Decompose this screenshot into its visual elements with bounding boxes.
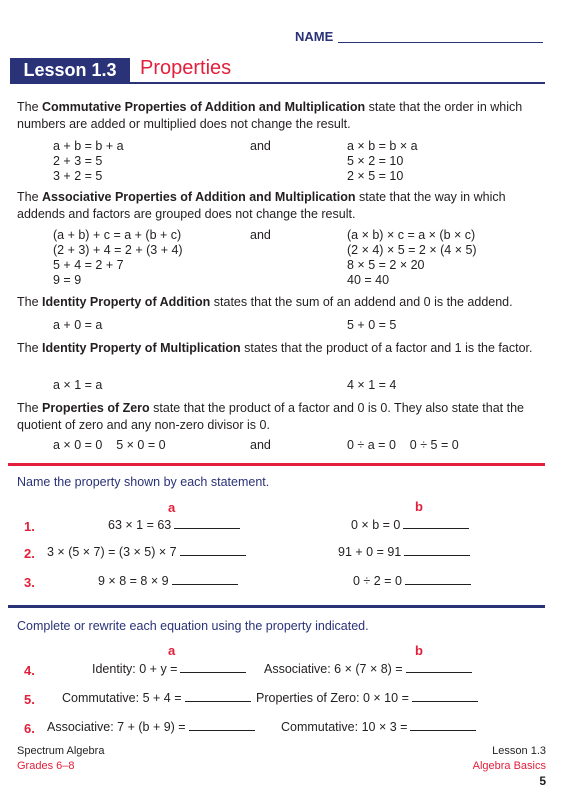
associative-right: (a × b) × c = a × (b × c) (2 × 4) × 5 = 2 × (4 × 5) 8 × 5 = 2 × 20 40 = 40 [347, 228, 477, 287]
commutative-left: a + b = b + a 2 + 3 = 5 3 + 2 = 5 [53, 139, 124, 183]
answer-blank[interactable] [189, 720, 255, 731]
exercise2-col-a: a [168, 643, 176, 658]
exercise2-row6-a: Associative: 7 + (b + 9) = [47, 720, 255, 735]
exercise1-row-number: 2. [24, 546, 35, 561]
exercise2-row-number: 6. [24, 721, 35, 736]
commutative-and: and [250, 139, 271, 153]
exercise1-col-b: b [415, 499, 423, 514]
footer-lesson: Lesson 1.3 [492, 745, 546, 757]
exercise1-row2-b: 91 + 0 = 91 [338, 545, 470, 560]
commutative-right: a × b = b × a 5 × 2 = 10 2 × 5 = 10 [347, 139, 418, 183]
answer-blank[interactable] [404, 545, 470, 556]
identity-multiplication-term: Identity Property of Multiplication [42, 341, 241, 355]
answer-blank[interactable] [412, 691, 478, 702]
answer-blank[interactable] [180, 545, 246, 556]
exercise2-row-number: 4. [24, 663, 35, 678]
zero-and: and [250, 438, 271, 452]
zero-right: 0 ÷ a = 0 0 ÷ 5 = 0 [347, 438, 459, 452]
associative-left: (a + b) + c = a + (b + c) (2 + 3) + 4 = 2 + (3 + 4) 5 + 4 = 2 + 7 9 = 9 [53, 228, 183, 287]
answer-blank[interactable] [406, 662, 472, 673]
answer-blank[interactable] [403, 518, 469, 529]
exercise1-instruction: Name the property shown by each statement. [17, 475, 270, 489]
exercise1-col-a: a [168, 500, 176, 515]
exercise1-row1-a: 63 × 1 = 63 [108, 518, 240, 533]
associative-and: and [250, 228, 271, 242]
identity-addition-intro: The Identity Property of Addition states that the sum of an addend and 0 is the addend. [17, 295, 513, 309]
associative-term: Associative Properties of Addition and Multiplication [42, 190, 356, 204]
answer-blank[interactable] [185, 691, 251, 702]
exercise1-row3-a: 9 × 8 = 8 × 9 [98, 574, 238, 589]
exercise1-row3-b: 0 ÷ 2 = 0 [353, 574, 471, 589]
identity-multiplication-left: a × 1 = a [53, 378, 103, 392]
exercise2-row4-a: Identity: 0 + y = [92, 662, 246, 677]
answer-blank[interactable] [405, 574, 471, 585]
exercise1-row1-b: 0 × b = 0 [351, 518, 469, 533]
identity-multiplication-intro: The Identity Property of Multiplication states that the product of a factor and 1 is the factor. [17, 341, 533, 355]
identity-addition-right: 5 + 0 = 5 [347, 318, 397, 332]
zero-term: Properties of Zero [42, 401, 150, 415]
exercise2-row4-b: Associative: 6 × (7 × 8) = [264, 662, 472, 677]
section-divider-blue [8, 605, 545, 608]
exercise2-instruction: Complete or rewrite each equation using the property indicated. [17, 619, 369, 633]
commutative-intro: The Commutative Properties of Addition and Multiplication state that the order in which numbers are added or multiplied does not change the result. [17, 100, 523, 131]
footer-book: Spectrum Algebra [17, 745, 105, 757]
identity-multiplication-right: 4 × 1 = 4 [347, 378, 397, 392]
zero-left: a × 0 = 0 5 × 0 = 0 [53, 438, 166, 452]
exercise1-row2-a: 3 × (5 × 7) = (3 × 5) × 7 [47, 545, 246, 560]
answer-blank[interactable] [410, 720, 476, 731]
associative-intro: The Associative Properties of Addition and Multiplication state that the way in which addends and factors are grouped does not change the result. [17, 190, 506, 221]
exercise1-row-number: 3. [24, 575, 35, 590]
exercise2-row5-b: Properties of Zero: 0 × 10 = [256, 691, 478, 706]
exercise2-row-number: 5. [24, 692, 35, 707]
section-divider-red [8, 463, 545, 466]
exercise2-col-b: b [415, 643, 423, 658]
identity-addition-left: a + 0 = a [53, 318, 103, 332]
answer-blank[interactable] [180, 662, 246, 673]
identity-addition-term: Identity Property of Addition [42, 295, 211, 309]
answer-blank[interactable] [174, 518, 240, 529]
answer-blank[interactable] [172, 574, 238, 585]
zero-intro: The Properties of Zero state that the product of a factor and 0 is 0. They also state that the quotient of zero and any non-zero divisor is 0. [17, 401, 524, 432]
header-rule [10, 82, 545, 84]
commutative-term: Commutative Properties of Addition and Multiplication [42, 100, 366, 114]
page-number: 5 [539, 774, 546, 788]
name-label: NAME [295, 29, 334, 44]
exercise2-row6-b: Commutative: 10 × 3 = [281, 720, 476, 735]
lesson-title: Properties [140, 57, 232, 79]
name-line[interactable] [338, 42, 543, 43]
footer-grades: Grades 6–8 [17, 760, 75, 772]
exercise2-row5-a: Commutative: 5 + 4 = [62, 691, 251, 706]
exercise1-row-number: 1. [24, 519, 35, 534]
footer-unit: Algebra Basics [472, 760, 546, 772]
lesson-badge: Lesson 1.3 [10, 58, 130, 82]
